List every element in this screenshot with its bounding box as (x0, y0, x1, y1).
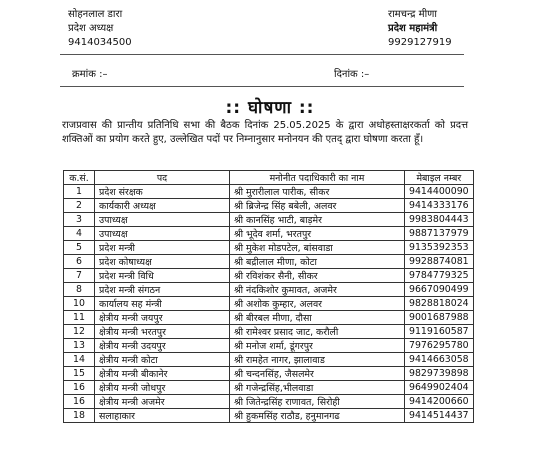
mobile-cell: 9414333176 (405, 199, 474, 213)
position-cell: क्षेत्रीय मन्त्री जोधपुर (95, 381, 230, 395)
header-right (388, 8, 452, 50)
name-cell: श्री गजेन्द्रसिंह,भीलवाडा (230, 381, 405, 395)
serial-cell: 6 (64, 255, 95, 269)
serial-cell: 15 (64, 367, 95, 381)
mobile-cell: 9414514437 (405, 409, 474, 423)
mobile-cell: 9784779325 (405, 269, 474, 283)
table-row (64, 311, 474, 325)
col-mobile-header: मेबाइल नम्बर (405, 171, 474, 185)
name-cell: श्री नंदकिशोर कुमावत, अजमेर (230, 283, 405, 297)
document-title: :: घोषणा :: (225, 98, 315, 118)
serial-cell: 12 (64, 325, 95, 339)
position-cell: प्रदेश मन्त्री संगठन (95, 283, 230, 297)
ref-date-label: दिनांक :– (334, 69, 370, 80)
table-row (64, 353, 474, 367)
name-cell: श्री मुरारीलाल पारीक, सीकर (230, 185, 405, 199)
col-name-header: मनोनीत पदाधिकारी का नाम (230, 171, 405, 185)
position-cell: कार्यकारी अध्यक्ष (95, 199, 230, 213)
serial-cell: 13 (64, 339, 95, 353)
name-cell: श्री ब्रिजेन्द्र सिंह बबेली, अलवर (230, 199, 405, 213)
mobile-cell: 9414663058 (405, 353, 474, 367)
position-cell: क्षेत्रीय मन्त्री अजमेर (95, 395, 230, 409)
name-cell: श्री जितेन्द्रसिंह राणावत, सिरोही (230, 395, 405, 409)
name-cell: श्री रामेश्वर प्रसाद जाट, करौली (230, 325, 405, 339)
position-cell: कार्यालय सह मंन्त्री (95, 297, 230, 311)
mobile-cell: 9928874081 (405, 255, 474, 269)
position-cell: प्रदेश संरक्षक (95, 185, 230, 199)
mobile-cell: 9414200660 (405, 395, 474, 409)
serial-cell: 2 (64, 199, 95, 213)
col-position-header: पद (95, 171, 230, 185)
mobile-cell: 9829739898 (405, 367, 474, 381)
mobile-cell: 9001687988 (405, 311, 474, 325)
serial-cell: 8 (64, 283, 95, 297)
mobile-cell: 9135392353 (405, 241, 474, 255)
mobile-cell: 9649902404 (405, 381, 474, 395)
serial-cell: 7 (64, 269, 95, 283)
right-phone: 9929127919 (388, 37, 452, 48)
serial-cell: 16 (64, 381, 95, 395)
table-header-row (64, 171, 474, 185)
serial-cell: 4 (64, 227, 95, 241)
mobile-cell: 9828818024 (405, 297, 474, 311)
mobile-cell: 9887137979 (405, 227, 474, 241)
name-cell: श्री मनोज शर्मा, डूंगरपुर (230, 339, 405, 353)
name-cell: श्री भूदेव शर्मा, भरतपुर (230, 227, 405, 241)
mobile-cell: 9983804443 (405, 213, 474, 227)
appointments-table (63, 170, 474, 423)
position-cell: सलाहाकार (95, 409, 230, 423)
mobile-cell: 9119160587 (405, 325, 474, 339)
position-cell: प्रदेश कोषाध्यक्ष (95, 255, 230, 269)
header-left (68, 8, 132, 50)
serial-cell: 14 (64, 353, 95, 367)
position-cell: क्षेत्रीय मन्त्री बीकानेर (95, 367, 230, 381)
mobile-cell: 7976295780 (405, 339, 474, 353)
table-row (64, 241, 474, 255)
right-designation: प्रदेश महामंत्री (388, 23, 438, 34)
ref-divider (60, 86, 464, 87)
name-cell: श्री रामहेत नागर, झालावाड (230, 353, 405, 367)
serial-cell: 1 (64, 185, 95, 199)
table-row (64, 227, 474, 241)
table-row (64, 255, 474, 269)
ref-number-label: क्रमांक :– (72, 69, 108, 80)
table-row (64, 395, 474, 409)
table-row (64, 381, 474, 395)
position-cell: क्षेत्रीय मन्त्री उदयपुर (95, 339, 230, 353)
mobile-cell: 9414400090 (405, 185, 474, 199)
table-row (64, 367, 474, 381)
left-phone: 9414034500 (68, 37, 132, 48)
left-designation: प्रदेश अध्यक्ष (68, 23, 114, 34)
table-row (64, 297, 474, 311)
position-cell: प्रदेश मन्त्री (95, 241, 230, 255)
table-row (64, 283, 474, 297)
position-cell: क्षेत्रीय मन्त्री भरतपुर (95, 325, 230, 339)
name-cell: श्री मुकेश मोडपटेल, बांसवाडा (230, 241, 405, 255)
serial-cell: 5 (64, 241, 95, 255)
left-name: सोहनलाल डारा (68, 9, 123, 20)
name-cell: श्री रविशंकर सैनी, सीकर (230, 269, 405, 283)
table-row (64, 325, 474, 339)
right-name: रामचन्द्र मीणा (388, 9, 437, 20)
mobile-cell: 9667090499 (405, 283, 474, 297)
table-row (64, 185, 474, 199)
position-cell: क्षेत्रीय मन्त्री जयपुर (95, 311, 230, 325)
col-serial-header: क.सं. (64, 171, 95, 185)
table-body (64, 185, 474, 423)
table-row (64, 409, 474, 423)
name-cell: श्री बीरबल मीणा, दौसा (230, 311, 405, 325)
table-row (64, 213, 474, 227)
name-cell: श्री कानसिंह भाटी, बाड़मेर (230, 213, 405, 227)
serial-cell: 11 (64, 311, 95, 325)
table-row (64, 269, 474, 283)
serial-cell: 3 (64, 213, 95, 227)
name-cell: श्री हुकमसिंह राठौड, हनुमानगढ (230, 409, 405, 423)
position-cell: प्रदेश मन्त्री विधि (95, 269, 230, 283)
position-cell: क्षेत्रीय मन्त्री कोटा (95, 353, 230, 367)
announcement-paragraph: राजप्रवास की प्रान्तीय प्रतिनिधि सभा की बैठक दिनांक 25.05.2025 के द्वारा अधोहस्ताक्षरकर्ता को प्रदत्त शक्तिओं का प्रयोग करते हुए, उल्लेखित पदों पर निम्नानुसार मनोनयन की एतद् द्वारा घोषणा करता हूँ। (62, 120, 468, 145)
position-cell: उपाध्यक्ष (95, 213, 230, 227)
serial-cell: 10 (64, 297, 95, 311)
name-cell: श्री अशोक कुम्हार, अलवर (230, 297, 405, 311)
serial-cell: 16 (64, 395, 95, 409)
header-divider (60, 54, 464, 55)
table-row (64, 199, 474, 213)
table-row (64, 339, 474, 353)
position-cell: उपाध्यक्ष (95, 227, 230, 241)
name-cell: श्री बद्रीलाल मीणा, कोटा (230, 255, 405, 269)
serial-cell: 18 (64, 409, 95, 423)
name-cell: श्री चन्दनसिंह, जैसलमेर (230, 367, 405, 381)
